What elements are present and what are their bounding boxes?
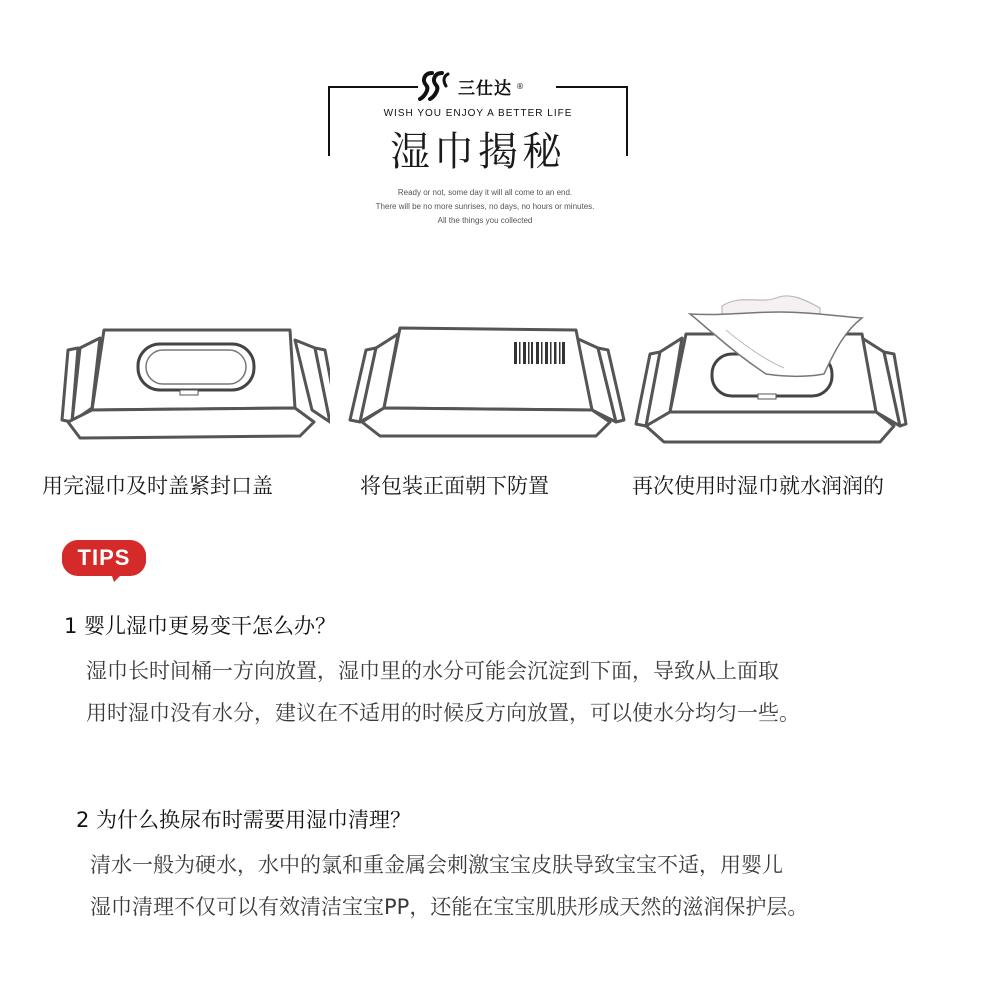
sub-line: Ready or not, some day it will all come to an end. — [397, 188, 573, 197]
registered-mark: ® — [516, 81, 524, 91]
wipes-pack-open-wipe-icon — [630, 290, 920, 450]
step-caption: 将包装正面朝下防置 — [360, 474, 549, 498]
tips-label: TIPS — [77, 545, 131, 570]
tip-answer — [90, 844, 808, 928]
brand-logo — [418, 68, 568, 104]
header-sub-lines — [280, 186, 690, 228]
tip-answer — [86, 650, 800, 734]
step-caption: 用完湿巾及时盖紧封口盖 — [42, 474, 273, 498]
tip-answer-line: 湿巾长时间桶一方向放置，湿巾里的水分可能会沉淀到下面，导致从上面取 — [86, 659, 779, 683]
brand-name: 三仕达 — [458, 78, 512, 99]
tip-answer-line: 清水一般为硬水，水中的氯和重金属会刺激宝宝皮肤导致宝宝不适，用婴儿 — [90, 853, 783, 877]
sub-line: There will be no more sunrises, no days, no hours or minutes. — [375, 202, 595, 211]
sub-line: All the things you collected — [437, 216, 533, 225]
brand-swirl-icon — [418, 71, 454, 101]
wipes-pack-closed-lid-icon — [40, 290, 330, 450]
tagline: WISH YOU ENJOY A BETTER LIFE — [383, 108, 573, 119]
tip-answer-line: 湿巾清理不仅可以有效清洁宝宝PP，还能在宝宝肌肤形成天然的滋润保护层。 — [90, 895, 809, 919]
tip-question: 2 为什么换尿布时需要用湿巾清理？ — [76, 808, 412, 832]
page-title: 湿巾揭秘 — [390, 129, 566, 175]
tip-answer-line: 用时湿巾没有水分，建议在不适用的时候反方向放置，可以使水分均匀一些。 — [86, 701, 800, 725]
tips-badge — [62, 540, 146, 582]
tip-question: 1 婴儿湿巾更易变干怎么办？ — [64, 614, 337, 638]
step-caption: 再次使用时湿巾就水润润的 — [632, 474, 884, 498]
wipes-pack-face-down-barcode-icon — [340, 290, 630, 450]
